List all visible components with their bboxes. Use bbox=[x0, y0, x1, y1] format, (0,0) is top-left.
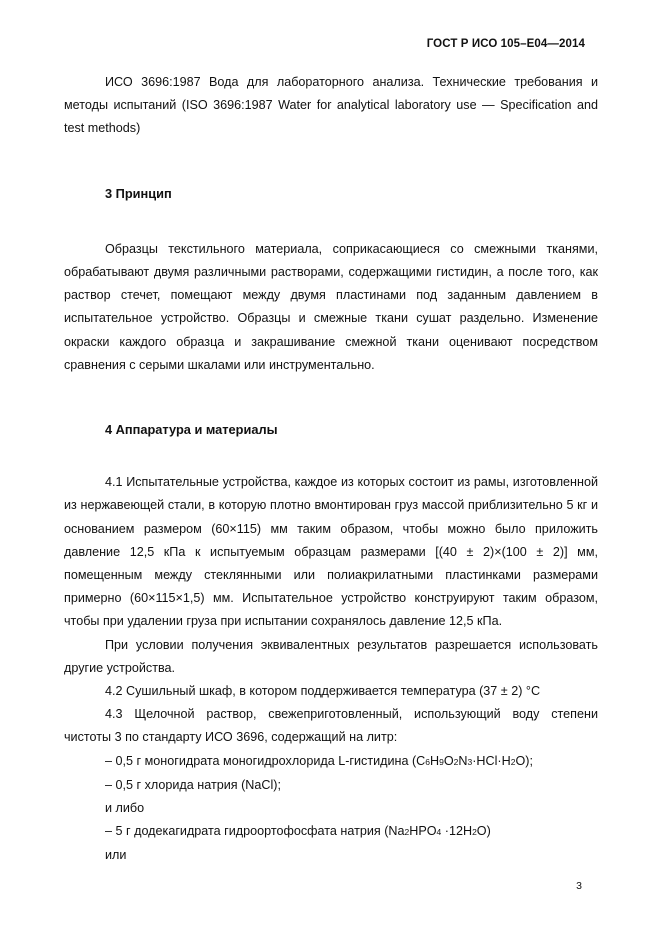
normative-reference-paragraph: ИСО 3696:1987 Вода для лабораторного анализа. Технические требования и методы испытаний (ISO 3696:1987 Water for analytical laboratory use — Specification and test methods) bbox=[64, 75, 598, 136]
clause-4-2-paragraph: 4.2 Сушильный шкаф, в котором поддерживается температура (37 ± 2) °C bbox=[105, 684, 541, 699]
list-item-sodium-phosphate: – 5 г додекагидрата гидроортофосфата натрия (Na2HPO4 ·12H2O) bbox=[105, 824, 491, 839]
clause-4-3-paragraph: 4.3 Щелочной раствор, свежеприготовленный, использующий воду степени чистоты 3 по стандарту ИСО 3696, содержащий на литр: bbox=[64, 707, 598, 745]
list-item-either: и либо bbox=[105, 801, 145, 816]
section-3-paragraph: Образцы текстильного материала, соприкасающиеся со смежными тканями, обрабатывают двумя различными растворами, содержащими гистидин, а после того, как раствор стечет, помещают между двумя пластинами под заданным давлением в испытательное устройство. Образцы и смежные ткани сушат раздельно. Изменение окраски каждого образца и закрашивание смежной ткани оценивают посредством сравнения с серыми шкалами или инструментально. bbox=[64, 241, 598, 372]
page-body bbox=[64, 71, 598, 868]
document-code-header: ГОСТ Р ИСО 105–E04—2014 bbox=[426, 38, 585, 50]
list-item-histidine: – 0,5 г моногидрата моногидрохлорида L-гистидина (C6H9O2N3·HCl·H2O); bbox=[105, 753, 533, 768]
page-number: 3 bbox=[576, 880, 582, 892]
list-item-sodium-chloride: – 0,5 г хлорида натрия (NaCl); bbox=[105, 777, 281, 792]
clause-4-1-note-paragraph: При условии получения эквивалентных результатов разрешается использовать другие устройства. bbox=[64, 637, 598, 675]
section-4-heading: 4 Аппаратура и материалы bbox=[105, 422, 278, 438]
clause-4-1-paragraph: 4.1 Испытательные устройства, каждое из которых состоит из рамы, изготовленной из нержавеющей стали, в которую плотно вмонтирован груз массой приблизительно 5 кг и основанием размером (60×115) мм таким образом, чтобы можно было приложить давление 12,5 кПа к испытуемым образцам размерами [(40 ± 2)×(100 ± 2)] мм, помещенным между стеклянными или полиакрилатными пластинками размерами примерно (60×115×1,5) мм. Испытательное устройство конструируют таким образом, чтобы при удалении груза при испытании сохранялось давление 12,5 кПа. bbox=[64, 475, 598, 629]
section-3-heading: 3 Принцип bbox=[105, 185, 172, 201]
list-item-or: или bbox=[105, 848, 127, 863]
